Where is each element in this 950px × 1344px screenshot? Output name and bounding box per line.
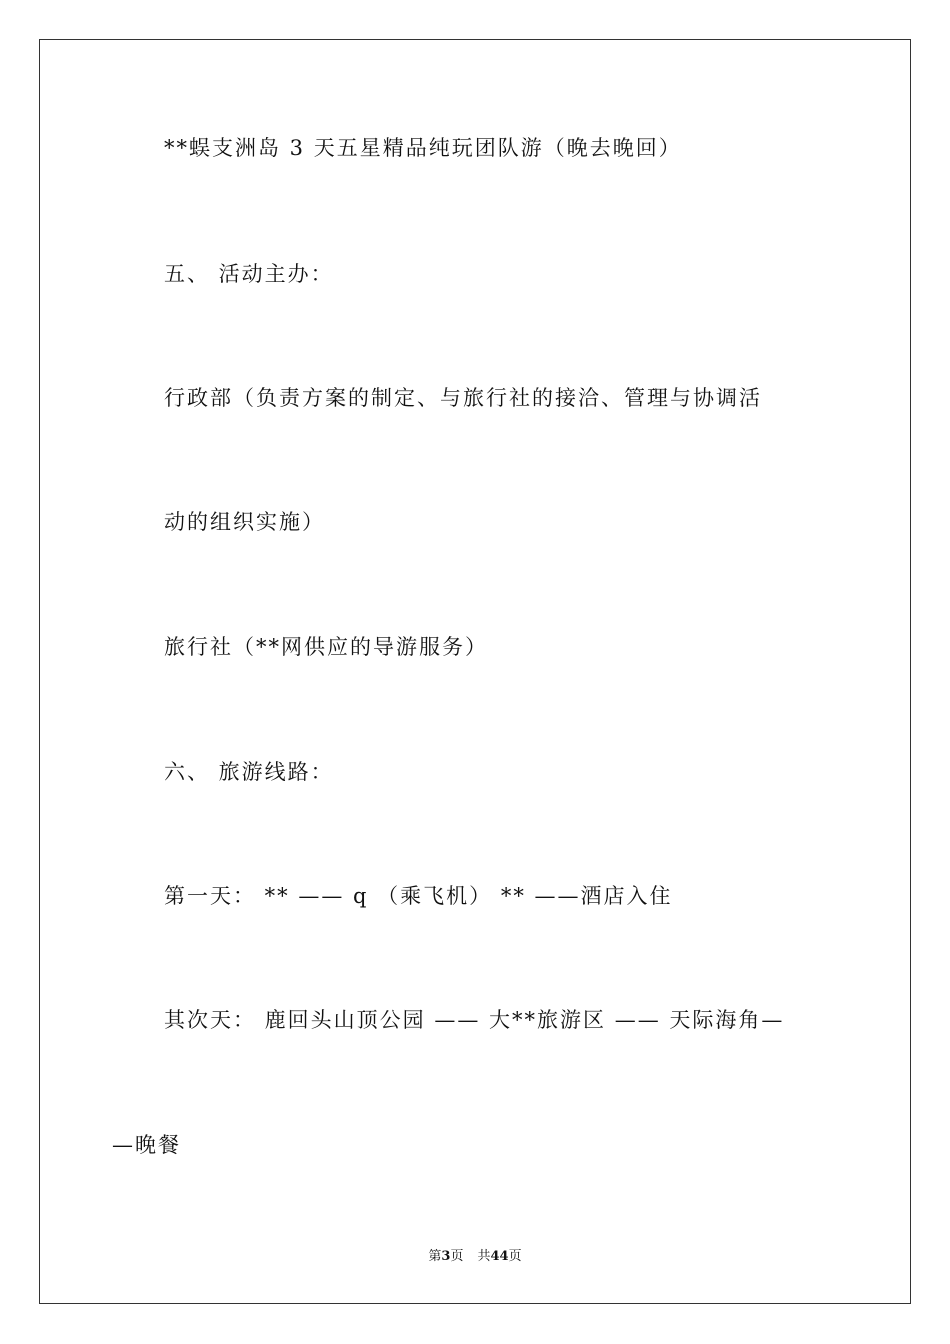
text-line-day-2: 其次天： 鹿回头山顶公园 —— 大**旅游区 —— 天际海角— [164,1008,785,1032]
footer-total-pages: 44 [490,1249,509,1264]
text-line-day-2-cont: —晚餐 [112,1133,181,1157]
text-line-travel-agency: 旅行社（**网供应的导游服务） [164,635,488,659]
text-line-admin-dept-cont: 动的组织实施） [164,510,325,534]
footer-total-suffix: 页 [508,1249,522,1264]
page-footer [0,1248,950,1266]
footer-page-suffix: 页 [450,1249,464,1264]
footer-prefix: 第 [428,1249,442,1264]
text-line-title: **蜈支洲岛 3 天五星精品纯玩团队游（晚去晚回） [164,136,682,160]
text-line-section-5: 五、 活动主办： [164,262,334,286]
text-line-section-6: 六、 旅游线路： [164,760,334,784]
footer-page-number: 3 [441,1249,451,1264]
text-line-admin-dept: 行政部（负责方案的制定、与旅行社的接洽、管理与协调活 [164,386,762,410]
footer-total-prefix: 共 [477,1249,491,1264]
text-line-day-1: 第一天： ** —— q （乘飞机） ** ——酒店入住 [164,884,673,908]
page-frame [39,39,911,1304]
